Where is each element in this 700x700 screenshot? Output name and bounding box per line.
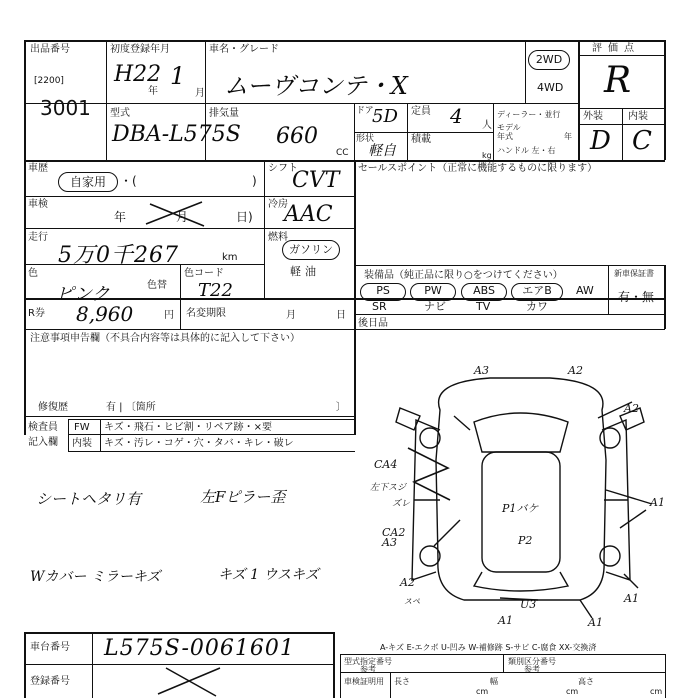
model-year-label: モデル [497,123,521,132]
equip-aw: AW [576,284,594,297]
footer-line [333,632,335,698]
frame-top [24,40,665,42]
class-ref: 参考 [524,665,540,674]
handle-label: ハンドル 左・右 [497,146,556,155]
length-label: 長さ [394,677,410,686]
equip-ps: PS [360,283,406,301]
fuel-light-oil: 軽油 [290,265,320,278]
month-value: 1 [170,62,186,90]
frame-right [664,40,666,160]
chassis-value: L575S-0061601 [104,636,295,661]
shift-label: シフト [268,163,298,174]
first-reg-label: 初度登録年月 [110,44,170,55]
cc-unit: CC [336,148,349,158]
mark-a3-top: A3 [474,364,489,377]
footer-line [24,632,26,698]
inspection-day: 日) [236,210,253,224]
mark-u3: U3 [520,598,537,611]
mark-a2-top: A2 [568,364,583,377]
form-value: 軽自 [368,143,396,159]
row-line [24,103,579,104]
fuel-gasoline: ガソリン [282,240,340,260]
col-line [354,160,356,435]
r-ticket-value: 8,960 [76,302,134,326]
col-line [525,40,526,104]
row-line [24,329,665,330]
height-label: 高さ [578,677,594,686]
equip-tv: TV [476,300,491,313]
frame-left [24,40,26,435]
note-mirror: Wカバー ミラーキズ [30,569,161,585]
col-line [578,40,580,160]
col-line [68,419,69,451]
mileage-label: 走行 [28,232,48,243]
type-ref: 参考 [360,665,376,674]
color-value: ピンク [56,284,110,305]
month-unit: 月 [195,88,205,99]
color-label: 色 [28,268,38,279]
warranty-value: 有・無 [618,290,655,304]
inspection-cross-out [140,198,210,228]
row-line [354,265,665,266]
yen-unit: 円 [164,310,174,321]
warranty-label: 新車保証書 [614,269,654,278]
mark-p1: P1バケ [502,502,539,515]
equip-leather: カワ [526,300,548,313]
col-line [608,265,609,315]
capacity-label: 定員 [411,106,431,117]
interior-score: C [632,126,652,156]
inspection-month: 月 [176,210,189,224]
col-line [622,108,623,160]
col-line [106,40,107,160]
entry-label: 記入欄 [28,437,58,448]
equip-navi: ナビ [424,300,446,313]
row-line [24,228,354,229]
inspection-year: 年 [114,210,127,224]
name-change-day: 日 [336,310,346,321]
footer-line [92,632,93,698]
height-cm: cm [650,687,663,696]
type-label: 型式指定番号 [344,657,392,666]
col-line [264,160,265,298]
history-value: 自家用 [58,172,118,192]
note-pillar: 左Fピラー歪 [200,488,286,506]
col-line [100,419,101,451]
mark-a1-bottom: A1 [588,616,603,629]
footer-line [665,654,666,698]
door-value: 5D [372,106,398,127]
footer-line [340,672,666,673]
load-label: 積載 [411,134,431,145]
lot-sub: [2200] [34,76,64,86]
era-value: H22 [114,62,162,87]
model-label: 型式 [110,108,130,119]
width-cm: cm [566,687,579,696]
mark-a1-rear-left: A1 [498,614,513,627]
color-code-label: 色コード [184,268,224,279]
equip-airbag: エアB [511,283,563,301]
color-code-value: T22 [198,280,233,301]
exterior-label: 外装 [583,111,603,122]
equip-label: 装備品（純正品に限り○をつけてください） [364,270,563,281]
col-line [180,298,181,329]
row-line [578,55,665,56]
r-ticket-label: R券 [28,308,45,319]
row-line [354,132,493,133]
kg-unit: kg [482,151,492,160]
fuel-label: 燃料 [268,232,288,243]
mark-left-under: 左下スジ [370,483,407,493]
class-label: 類別区分番号 [508,657,556,666]
mark-a1-right: A1 [650,496,665,509]
row-line [68,434,355,435]
repair-close: 〕 [336,402,346,413]
reg-label: 登録番号 [30,676,70,687]
equip-pw: PW [410,283,456,301]
reg-cross-out [150,664,230,698]
history-label: 車歴 [28,163,48,174]
footer-line [390,672,391,698]
notes-label: 注意事項申告欄（不具合内容等は具体的に記入して下さい） [30,333,300,344]
history-paren: ・( [120,174,137,188]
mark-ca2: CA2 [382,526,406,539]
drive-2wd: 2WD [528,50,570,70]
mark-a2-left: A2 [400,576,415,589]
lot-label: 出品番号 [30,44,70,55]
displacement-value: 660 [276,124,318,149]
mark-a1-rear: A1 [624,592,639,605]
capacity-value: 4 [450,104,463,128]
equip-abs: ABS [461,283,507,301]
km-unit: km [222,252,238,263]
year-unit: 年 [148,86,158,97]
row-line [68,451,355,452]
chassis-label: 車台番号 [30,642,70,653]
person-unit: 人 [482,120,492,131]
drive-4wd: 4WD [537,81,564,94]
dealer-label: ディーラー・並行 [497,110,561,119]
car-name-label: 車名・グレード [209,44,279,55]
model-value: DBA-L575S [112,122,241,147]
repair-value: 有 | 〔箇所 [106,402,156,413]
displacement-label: 排気量 [209,108,239,119]
row-line [24,196,354,197]
shift-value: CVT [292,168,340,193]
row-line [354,314,665,315]
cert-label: 車検証明用 [344,677,384,686]
interior-items: キズ・汚レ・コゲ・穴・タバ・キレ・破レ [104,438,294,449]
width-label: 幅 [490,677,498,686]
damage-legend: A-キズ E-エクボ U-凹み W-補修跡 S-サビ C-腐食 XX-交換済 [380,643,597,652]
car-name-value: ムーヴコンテ・X [224,72,408,100]
mark-a3-left: A3 [382,536,397,549]
col-line [664,265,666,329]
footer-line [24,632,334,634]
fw-label: FW [74,422,90,433]
exterior-score: D [590,126,611,156]
length-cm: cm [476,687,489,696]
later-label: 後日品 [358,318,388,329]
repair-label: 修復歴 [38,402,68,413]
row-line [68,419,355,420]
fw-items: キズ・飛石・ヒビ割・リペア跡・×要 [104,422,272,433]
footer-line [503,654,504,672]
inspection-label: 車検 [28,199,48,210]
name-change-month: 月 [286,310,296,321]
interior-check-label: 内装 [72,438,92,449]
mark-ca4: CA4 [374,458,398,471]
lot-number: 3001 [40,96,91,120]
note-seat: シートヘタリ有 [36,490,142,508]
footer-line [340,654,341,698]
history-close: ) [252,174,257,188]
row-line [24,416,354,417]
mileage-value: 5万0千267 [58,243,179,268]
ac-value: AAC [284,202,333,227]
score-label: 評価点 [592,43,640,54]
inspector-label: 検査員 [28,422,58,433]
form-label: 形状 [356,134,375,144]
year-suffix: 年 [564,132,572,141]
door-label: ドア [356,106,374,116]
ac-label: 冷房 [268,199,288,210]
interior-label: 内装 [628,111,648,122]
car-diagram [370,360,670,630]
note-scratch: キズ 1 ウスキズ [218,567,319,583]
row-line [24,160,665,162]
name-change-label: 名変期限 [186,308,226,319]
equip-sr: SR [372,300,387,313]
score-value: R [604,60,632,101]
mark-spare: スペ [404,597,420,606]
color-change-label: 色替 [147,280,167,291]
model-year-label2: 年式 [497,132,513,141]
mark-p2: P2 [518,534,533,547]
sales-point-label: セールスポイント（正常に機能するものに限ります） [358,163,598,174]
col-line [493,104,494,160]
mark-a2-right: A2 [624,402,639,415]
mark-offset: ズレ [392,499,411,509]
